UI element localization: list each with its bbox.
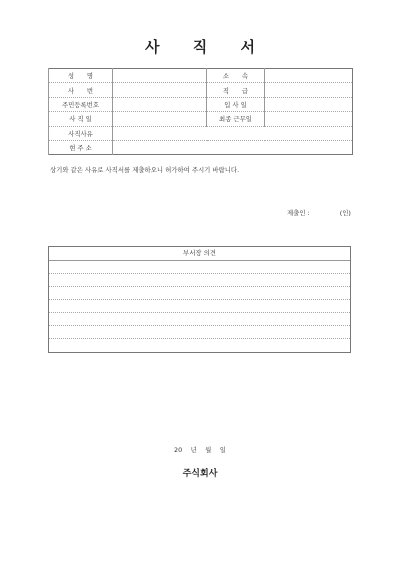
submitter-label: 제출인 : [287,209,310,217]
info-row [49,112,353,126]
field-value[interactable] [113,83,207,97]
info-row [49,140,353,154]
info-row [49,83,353,97]
field-label: 성 명 [49,69,113,83]
field-label: 사 직 일 [49,112,113,126]
field-value[interactable] [113,69,207,83]
opinion-writing-line[interactable] [49,274,350,287]
field-label: 입 사 일 [207,97,265,111]
employee-info-table [48,68,353,155]
opinion-writing-line[interactable] [49,339,350,352]
field-value[interactable] [265,112,353,126]
opinion-writing-line[interactable] [49,300,350,313]
field-label: 사 번 [49,83,113,97]
opinion-header: 부서장 의견 [49,247,350,261]
field-label: 주민등록번호 [49,97,113,111]
field-value[interactable] [113,126,353,140]
info-row [49,126,353,140]
field-label: 소 속 [207,69,265,83]
field-value[interactable] [265,97,353,111]
resignation-statement: 상기와 같은 사유로 사직서를 제출하오니 허가하여 주시기 바랍니다. [50,166,240,174]
opinion-writing-line[interactable] [49,287,350,300]
field-label: 직 급 [207,83,265,97]
manager-opinion-box [48,246,351,353]
seal-mark: (인) [339,209,351,217]
field-label: 현 주 소 [49,140,113,154]
opinion-writing-line[interactable] [49,261,350,274]
date-line: 20 년 월 일 [174,446,226,454]
field-label: 사직사유 [49,126,113,140]
field-value[interactable] [113,97,207,111]
field-value[interactable] [113,140,353,154]
document-title: 사 직 서 [145,38,269,56]
field-value[interactable] [265,69,353,83]
info-row [49,69,353,83]
opinion-writing-line[interactable] [49,313,350,326]
submitter-line [287,208,351,217]
field-value[interactable] [113,112,207,126]
field-value[interactable] [265,83,353,97]
company-name: 주식회사 [182,469,218,479]
opinion-writing-line[interactable] [49,326,350,339]
field-label: 최종 근무일 [207,112,265,126]
info-row [49,97,353,111]
